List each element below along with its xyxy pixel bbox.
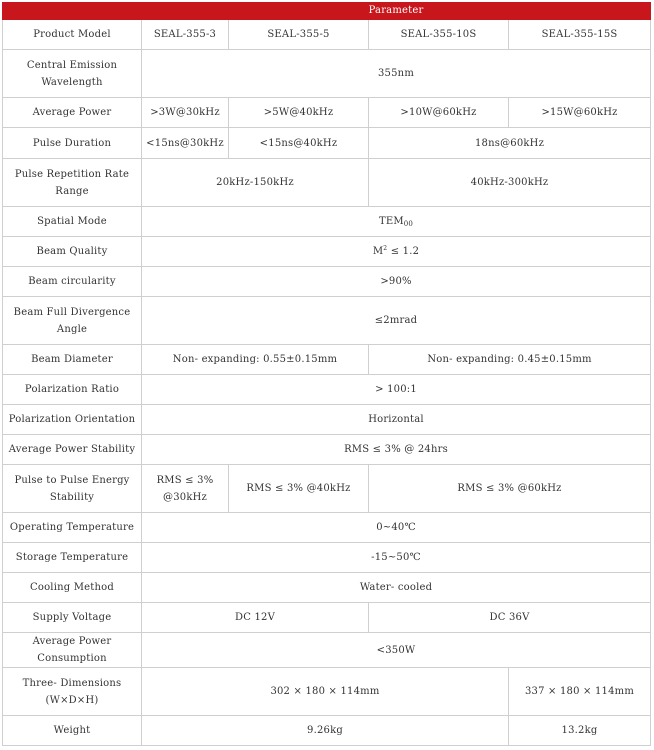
table-row xyxy=(3,405,651,435)
table-row xyxy=(3,297,651,345)
row-label-polarization-orientation: Polarization Orientation xyxy=(3,405,142,435)
storage-temp-value: -15~50℃ xyxy=(142,543,651,573)
average-power-3: >10W@60kHz xyxy=(369,98,509,128)
row-label-pulse-rep-rate: Pulse Repetition Rate Range xyxy=(3,159,142,207)
product-model-1: SEAL-355-3 xyxy=(142,20,229,50)
pulse-duration-1: <15ns@30kHz xyxy=(142,128,229,159)
table-row xyxy=(3,716,651,746)
table-row xyxy=(3,513,651,543)
table-row xyxy=(3,20,651,50)
dimensions-4: 337 × 180 × 114mm xyxy=(509,668,651,716)
table-row xyxy=(3,668,651,716)
beam-quality-sup: 2 xyxy=(383,245,388,252)
beam-circularity-value: >90% xyxy=(142,267,651,297)
row-label-beam-diameter: Beam Diameter xyxy=(3,345,142,375)
weight-4: 13.2kg xyxy=(509,716,651,746)
weight-123: 9.26kg xyxy=(142,716,509,746)
pulse-rep-rate-34: 40kHz-300kHz xyxy=(369,159,651,207)
table-header-row xyxy=(3,3,651,20)
table-row xyxy=(3,98,651,128)
beam-divergence-value: ≤2mrad xyxy=(142,297,651,345)
supply-voltage-34: DC 36V xyxy=(369,603,651,633)
row-label-power-stability: Average Power Stability xyxy=(3,435,142,465)
energy-stability-34: RMS ≤ 3% @60kHz xyxy=(369,465,651,513)
operating-temp-value: 0~40℃ xyxy=(142,513,651,543)
beam-diameter-12: Non- expanding: 0.55±0.15mm xyxy=(142,345,369,375)
row-label-supply-voltage: Supply Voltage xyxy=(3,603,142,633)
pulse-duration-2: <15ns@40kHz xyxy=(229,128,369,159)
dimensions-123: 302 × 180 × 114mm xyxy=(142,668,509,716)
row-label-spatial-mode: Spatial Mode xyxy=(3,207,142,237)
cooling-method-value: Water- cooled xyxy=(142,573,651,603)
polarization-ratio-value: > 100:1 xyxy=(142,375,651,405)
table-row xyxy=(3,345,651,375)
beam-quality-limit: ≤ 1.2 xyxy=(387,246,420,257)
row-label-cooling-method: Cooling Method xyxy=(3,573,142,603)
row-label-power-consumption: Average Power Consumption xyxy=(3,633,142,668)
energy-stability-1: RMS ≤ 3% @30kHz xyxy=(142,465,229,513)
row-label-weight: Weight xyxy=(3,716,142,746)
table-row xyxy=(3,573,651,603)
table-row xyxy=(3,375,651,405)
row-label-central-wavelength: Central Emission Wavelength xyxy=(3,50,142,98)
row-label-beam-divergence: Beam Full Divergence Angle xyxy=(3,297,142,345)
central-wavelength-value: 355nm xyxy=(142,50,651,98)
table-row xyxy=(3,435,651,465)
average-power-2: >5W@40kHz xyxy=(229,98,369,128)
laser-spec-table xyxy=(2,2,651,746)
row-label-average-power: Average Power xyxy=(3,98,142,128)
table-row xyxy=(3,237,651,267)
row-label-polarization-ratio: Polarization Ratio xyxy=(3,375,142,405)
table-row xyxy=(3,159,651,207)
table-row xyxy=(3,603,651,633)
energy-stability-2: RMS ≤ 3% @40kHz xyxy=(229,465,369,513)
supply-voltage-12: DC 12V xyxy=(142,603,369,633)
beam-quality-symbol: M xyxy=(372,246,384,257)
row-label-beam-quality: Beam Quality xyxy=(3,237,142,267)
row-label-product-model: Product Model xyxy=(3,20,142,50)
spatial-mode-value xyxy=(142,207,651,237)
table-row xyxy=(3,633,651,668)
header-blank-cell xyxy=(3,3,142,20)
pulse-duration-34: 18ns@60kHz xyxy=(369,128,651,159)
table-row xyxy=(3,543,651,573)
row-label-operating-temp: Operating Temperature xyxy=(3,513,142,543)
product-model-4: SEAL-355-15S xyxy=(509,20,651,50)
table-row xyxy=(3,207,651,237)
spatial-mode-main: TEM xyxy=(378,216,404,227)
beam-diameter-34: Non- expanding: 0.45±0.15mm xyxy=(369,345,651,375)
product-model-3: SEAL-355-10S xyxy=(369,20,509,50)
beam-quality-value xyxy=(142,237,651,267)
table-row xyxy=(3,128,651,159)
average-power-1: >3W@30kHz xyxy=(142,98,229,128)
product-model-2: SEAL-355-5 xyxy=(229,20,369,50)
polarization-orientation-value: Horizontal xyxy=(142,405,651,435)
parameter-header: Parameter xyxy=(142,3,651,20)
row-label-energy-stability: Pulse to Pulse Energy Stability xyxy=(3,465,142,513)
pulse-rep-rate-12: 20kHz-150kHz xyxy=(142,159,369,207)
table-row xyxy=(3,267,651,297)
row-label-storage-temp: Storage Temperature xyxy=(3,543,142,573)
table-row xyxy=(3,465,651,513)
power-consumption-value: <350W xyxy=(142,633,651,668)
table-row xyxy=(3,50,651,98)
row-label-beam-circularity: Beam circularity xyxy=(3,267,142,297)
spatial-mode-sub: 00 xyxy=(403,220,414,228)
row-label-pulse-duration: Pulse Duration xyxy=(3,128,142,159)
row-label-dimensions: Three- Dimensions (W×D×H) xyxy=(3,668,142,716)
power-stability-value: RMS ≤ 3% @ 24hrs xyxy=(142,435,651,465)
average-power-4: >15W@60kHz xyxy=(509,98,651,128)
